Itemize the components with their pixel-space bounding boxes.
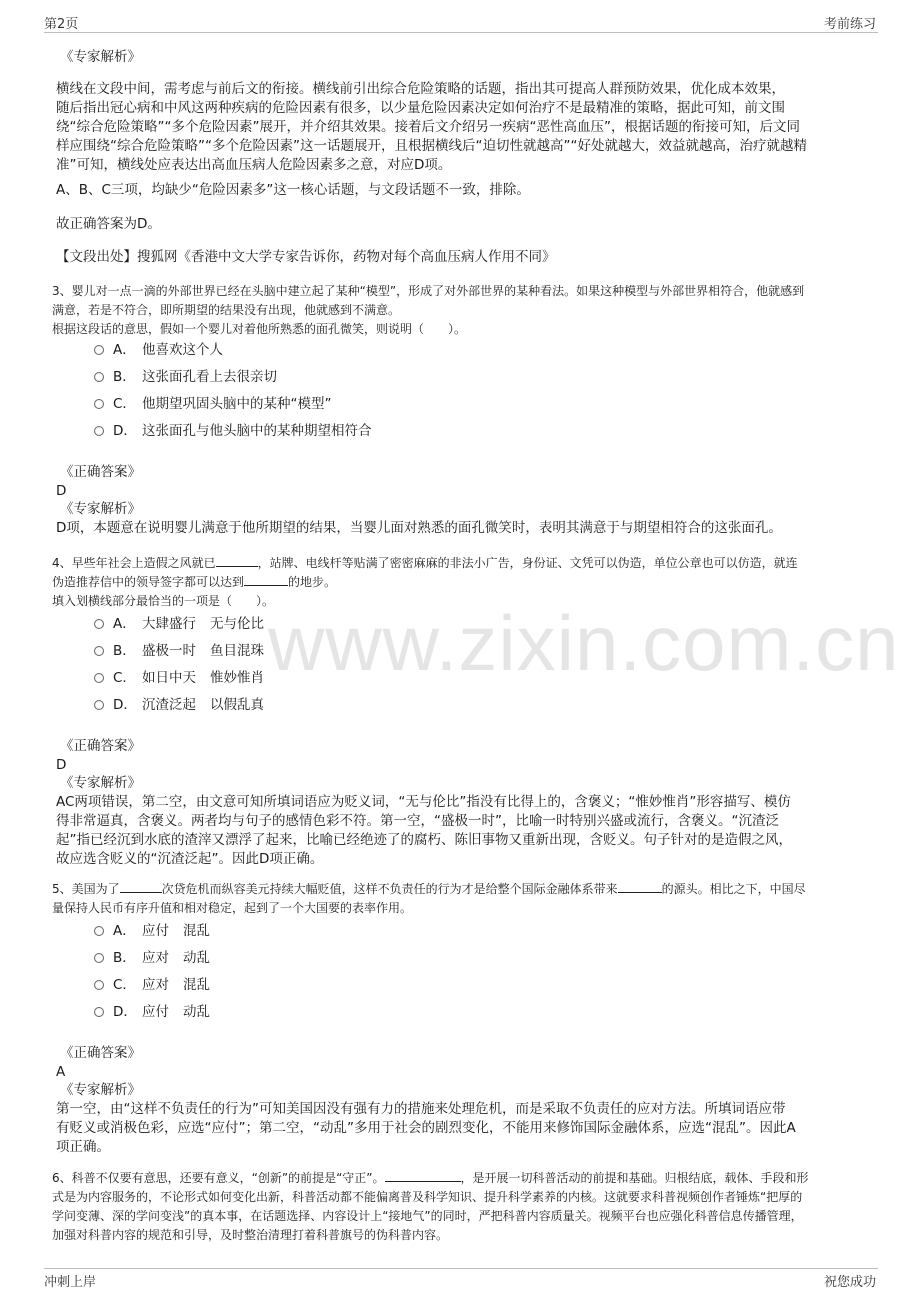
q3-option-d[interactable]: D． 这张面孔与他头脑中的某种期望相符合 <box>94 421 372 441</box>
radio-icon[interactable] <box>94 953 104 963</box>
q4-stem <box>52 554 892 611</box>
analysis-line: 第一空，由“这样不负责任的行为”可知美国因没有强有力的措施来处理危机，而是采取不负责任的应对方法。所填词语应带 <box>56 1101 786 1117</box>
footer-left: 冲刺上岸 <box>44 1275 97 1290</box>
q5-answer: A <box>56 1064 66 1080</box>
q3-answer-label: 《正确答案》 <box>60 464 141 480</box>
q3-stem <box>52 282 892 339</box>
radio-icon[interactable] <box>94 700 104 710</box>
radio-icon[interactable] <box>94 926 104 936</box>
q2-answer-statement: 故正确答案为D。 <box>56 216 161 232</box>
fill-blank <box>120 880 162 893</box>
analysis-line: 绕“综合危险策略”“多个危险因素”展开，并介绍其效果。接着后文介绍另一疾病“恶性高血压”，根据话题的衔接可知，后文同 <box>56 119 800 135</box>
q5-analysis <box>56 1100 886 1157</box>
q3-answer: D <box>56 483 67 499</box>
q5-analysis-label: 《专家解析》 <box>60 1082 141 1098</box>
analysis-line: 故应选含贬义的“沉渣泛起”。因此D项正确。 <box>56 851 324 867</box>
q2-source: 【文段出处】搜狐网《香港中文大学专家告诉你，药物对每个高血压病人作用不同》 <box>56 249 556 265</box>
radio-icon[interactable] <box>94 980 104 990</box>
stem-line: 式是为内容服务的，不论形式如何变化出新，科普活动都不能偏离普及科学知识、提升科学素养的内核。这就要求科普视频创作者锤炼“把厚的 <box>52 1190 803 1204</box>
stem-line: 5、美国为了 次贷危机而纵容美元持续大幅贬值，这样不负责任的行为才是给整个国际金融体系带来 的源头。相比之下，中国尽 <box>52 882 806 896</box>
q4-analysis <box>56 793 886 869</box>
header-rule <box>44 32 878 33</box>
q2-analysis-label: 《专家解析》 <box>60 49 141 65</box>
footer-right: 祝您成功 <box>824 1275 877 1290</box>
stem-line: 4、早些年社会上造假之风就已 ，站牌、电线杆等贴满了密密麻麻的非法小广告，身份证、文凭可以伪造，单位公章也可以仿造，就连 <box>52 556 798 570</box>
q2-analysis-exclusion: A、B、C三项，均缺少“危险因素多”这一核心话题，与文段话题不一致，排除。 <box>56 182 530 198</box>
watermark: www.zixin.com.cn <box>268 599 900 687</box>
radio-icon[interactable] <box>94 673 104 683</box>
q4-option-a[interactable]: A． 大肆盛行 无与伦比 <box>94 614 264 634</box>
q5-option-a[interactable]: A． 应付 混乱 <box>94 921 210 941</box>
q3-option-a[interactable]: A． 他喜欢这个人 <box>94 340 223 360</box>
q4-answer: D <box>56 757 67 773</box>
analysis-line: 得非常逼真，含褒义。两者均与句子的感情色彩不符。第一空，“盛极一时”，比喻一时特别兴盛或流行，含褒义。“沉渣泛 <box>56 813 779 829</box>
page-number: 第2页 <box>44 17 79 32</box>
q4-option-c[interactable]: C． 如日中天 惟妙惟肖 <box>94 668 264 688</box>
q5-option-b[interactable]: B． 应对 动乱 <box>94 948 210 968</box>
analysis-line: 样应围绕“综合危险策略”“多个危险因素”这一话题展开，且根据横线后“迫切性就越高”“好处就越大，效益就越高，治疗就越精 <box>56 138 807 154</box>
analysis-line: 起”指已经沉到水底的渣滓又漂浮了起来，比喻已经绝迹了的腐朽、陈旧事物又重新出现，含贬义。句子针对的是造假之风， <box>56 832 792 848</box>
radio-icon[interactable] <box>94 1007 104 1017</box>
radio-icon[interactable] <box>94 399 104 409</box>
q3-analysis: D项，本题意在说明婴儿满意于他所期望的结果，当婴儿面对熟悉的面孔微笑时，表明其满意于与期望相符合的这张面孔。 <box>56 520 782 536</box>
q3-option-c[interactable]: C． 他期望巩固头脑中的某种“模型” <box>94 394 332 414</box>
q5-option-c[interactable]: C． 应对 混乱 <box>94 975 210 995</box>
q2-analysis-paragraph <box>56 80 886 175</box>
q4-analysis-label: 《专家解析》 <box>60 775 141 791</box>
q3-analysis-label: 《专家解析》 <box>60 501 141 517</box>
stem-line: 3、婴儿对一点一滴的外部世界已经在头脑中建立起了某种“模型”，形成了对外部世界的某种看法。如果这种模型与外部世界相符合，他就感到 <box>52 284 805 298</box>
q5-answer-label: 《正确答案》 <box>60 1045 141 1061</box>
stem-line: 6、科普不仅要有意思，还要有意义，“创新”的前提是“守正”。 ，是开展一切科普活动的前提和基础。归根结底，载体、手段和形 <box>52 1171 809 1185</box>
q6-stem <box>52 1169 892 1245</box>
stem-line: 填入划横线部分最恰当的一项是（ ）。 <box>52 594 275 608</box>
analysis-line: 随后指出冠心病和中风这两种疾病的危险因素有很多，以少量危险因素决定如何治疗不是最精准的策略，据此可知，前文围 <box>56 100 785 116</box>
q4-option-b[interactable]: B． 盛极一时 鱼目混珠 <box>94 641 264 661</box>
q3-option-b[interactable]: B． 这张面孔看上去很亲切 <box>94 367 277 387</box>
analysis-line: 有贬义或消极色彩，应选“应付”；第二空，“动乱”多用于社会的剧烈变化，不能用来修饰国际金融体系，应选“混乱”。因此A <box>56 1120 796 1136</box>
stem-line: 加强对科普内容的规范和引导，及时整治清理打着科普旗号的伪科普内容。 <box>52 1228 449 1242</box>
stem-line: 量保持人民币有序升值和相对稳定，起到了一个大国要的表率作用。 <box>52 901 413 915</box>
analysis-line: 项正确。 <box>56 1139 110 1155</box>
radio-icon[interactable] <box>94 646 104 656</box>
stem-line: 学问变薄、深的学问变浅”的真本事，在话题选择、内容设计上“接地气”的同时，严把科普内容质量关。视频平台也应强化科普信息传播管理， <box>52 1209 803 1223</box>
header-title: 考前练习 <box>824 17 877 32</box>
stem-line: 满意，若是不符合，即所期望的结果没有出现，他就感到不满意。 <box>52 303 401 317</box>
q5-option-d[interactable]: D． 应付 动乱 <box>94 1002 210 1022</box>
q4-option-d[interactable]: D． 沉渣泛起 以假乱真 <box>94 695 264 715</box>
radio-icon[interactable] <box>94 372 104 382</box>
stem-line: 根据这段话的意思，假如一个婴儿对着他所熟悉的面孔微笑，则说明（ ）。 <box>52 322 467 336</box>
fill-blank <box>216 554 258 567</box>
analysis-line: 横线在文段中间，需考虑与前后文的衔接。横线前引出综合危险策略的话题，指出其可提高人群预防效果，优化成本效果， <box>56 81 785 97</box>
fill-blank <box>618 880 662 893</box>
fill-blank <box>244 573 288 586</box>
footer-rule <box>44 1268 878 1269</box>
analysis-line: AC两项错误，第二空，由文意可知所填词语应为贬义词，“无与伦比”指没有比得上的，含褒义；“惟妙惟肖”形容描写、模仿 <box>56 794 791 810</box>
fill-blank <box>385 1169 461 1182</box>
radio-icon[interactable] <box>94 619 104 629</box>
radio-icon[interactable] <box>94 345 104 355</box>
radio-icon[interactable] <box>94 426 104 436</box>
analysis-line: 准”可知，横线处应表达出高血压病人危险因素多之意，对应D项。 <box>56 157 452 173</box>
q4-answer-label: 《正确答案》 <box>60 738 141 754</box>
stem-line: 伪造推荐信中的领导签字都可以达到 的地步。 <box>52 575 337 589</box>
q5-stem <box>52 880 892 918</box>
